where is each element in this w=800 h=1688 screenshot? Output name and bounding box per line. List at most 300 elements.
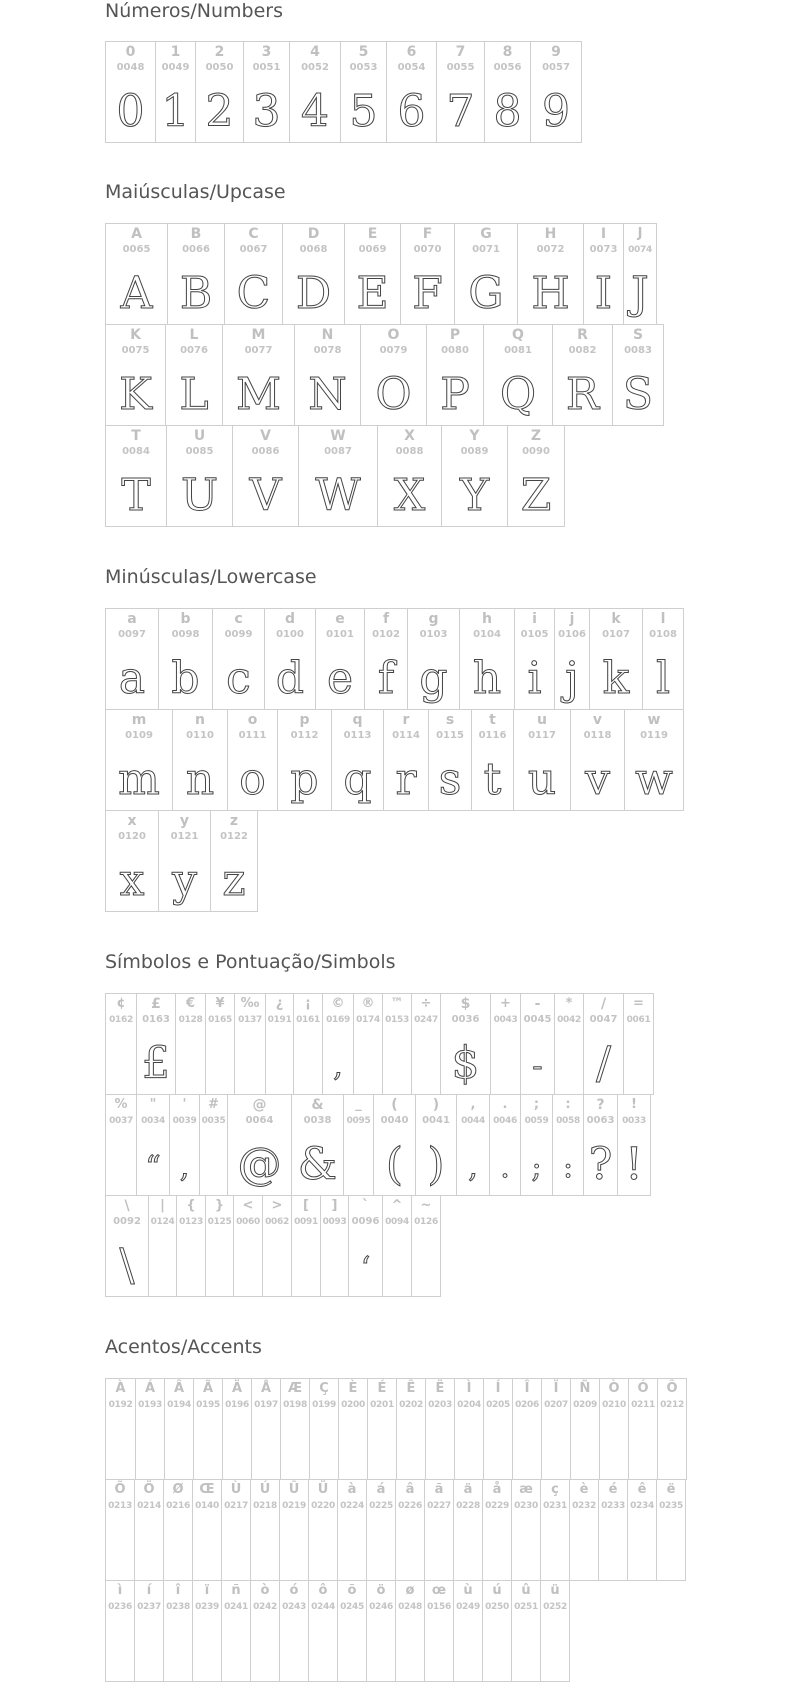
glyph-cell-0204 bbox=[454, 1378, 484, 1480]
glyph-cell-0244 bbox=[308, 1580, 338, 1682]
section-title-numbers: Números/Numbers bbox=[105, 0, 283, 22]
glyph-cell-0191 bbox=[265, 993, 294, 1095]
glyph-cell-0048 bbox=[105, 41, 156, 143]
glyph-code-label: 0038 bbox=[303, 1115, 332, 1126]
glyph-code-label: 0161 bbox=[296, 1015, 320, 1025]
glyph-cell-0099 bbox=[212, 608, 265, 710]
glyph-sample: j bbox=[565, 653, 579, 704]
glyph-code-label: 0040 bbox=[380, 1115, 409, 1126]
glyph-code-label: 0169 bbox=[326, 1015, 350, 1025]
glyph-char-label: ê bbox=[637, 1482, 647, 1497]
glyph-code-label: 0114 bbox=[392, 730, 420, 741]
glyph-cell-0193 bbox=[135, 1378, 165, 1480]
glyph-code-label: 0210 bbox=[602, 1400, 626, 1410]
glyph-cell-0128 bbox=[175, 993, 206, 1095]
glyph-cell-0245 bbox=[337, 1580, 367, 1682]
glyph-cell-0235 bbox=[656, 1479, 686, 1581]
glyph-cell-0169 bbox=[322, 993, 354, 1095]
glyph-cell-0060 bbox=[233, 1195, 263, 1297]
glyph-sample: 4 bbox=[301, 86, 329, 137]
glyph-code-label: 0224 bbox=[340, 1501, 364, 1511]
glyph-code-label: 0209 bbox=[573, 1400, 597, 1410]
glyph-sample: 1 bbox=[161, 86, 190, 137]
glyph-char-label: ( bbox=[391, 1097, 398, 1113]
glyph-code-label: 0235 bbox=[659, 1501, 683, 1511]
glyph-cell-0062 bbox=[262, 1195, 292, 1297]
glyph-sample: O bbox=[375, 369, 412, 420]
glyph-char-label: j bbox=[569, 611, 575, 627]
glyph-cell-0248 bbox=[395, 1580, 425, 1682]
glyph-char-label: í bbox=[146, 1583, 152, 1598]
glyph-char-label: C bbox=[248, 226, 259, 242]
glyph-char-label: â bbox=[405, 1482, 415, 1497]
glyph-char-label: Ç bbox=[319, 1381, 329, 1396]
glyph-cell-0076 bbox=[165, 324, 223, 426]
glyph-char-label: ì bbox=[117, 1583, 123, 1598]
glyph-char-label: F bbox=[422, 226, 433, 242]
glyph-cell-0061 bbox=[623, 993, 654, 1095]
glyph-cell-0156 bbox=[424, 1580, 454, 1682]
glyph-cell-0205 bbox=[483, 1378, 513, 1480]
glyph-cell-0090 bbox=[507, 425, 565, 527]
glyph-code-label: 0241 bbox=[224, 1602, 248, 1612]
glyph-code-label: 0097 bbox=[118, 629, 146, 640]
glyph-char-label: © bbox=[331, 996, 345, 1011]
glyph-char-label: ø bbox=[405, 1583, 415, 1598]
glyph-char-label: Ú bbox=[259, 1482, 271, 1497]
glyph-cell-0107 bbox=[589, 608, 643, 710]
glyph-sample: S bbox=[622, 369, 654, 420]
glyph-char-label: = bbox=[633, 996, 644, 1011]
glyph-sample: x bbox=[119, 855, 145, 906]
glyph-char-label: ï bbox=[204, 1583, 210, 1598]
glyph-sample: r bbox=[395, 754, 417, 805]
glyph-char-label: ¢ bbox=[116, 996, 126, 1011]
glyph-char-label: a bbox=[127, 611, 137, 627]
glyph-sample: p bbox=[290, 754, 319, 805]
glyph-sample: - bbox=[532, 1049, 543, 1084]
glyph-sample: ‘ bbox=[360, 1251, 371, 1286]
glyph-code-label: 0076 bbox=[180, 345, 208, 356]
glyph-char-label: } bbox=[214, 1198, 225, 1213]
glyph-cell-0210 bbox=[599, 1378, 629, 1480]
glyph-char-label: m bbox=[131, 712, 147, 728]
glyph-cell-0044 bbox=[456, 1094, 490, 1196]
glyph-code-label: 0054 bbox=[397, 62, 426, 73]
glyph-cell-0162 bbox=[105, 993, 137, 1095]
glyph-cell-0094 bbox=[382, 1195, 412, 1297]
glyph-code-label: 0064 bbox=[245, 1115, 274, 1126]
glyph-char-label: n bbox=[195, 712, 205, 728]
glyph-sample: w bbox=[635, 754, 673, 805]
glyph-code-label: 0066 bbox=[182, 244, 210, 255]
glyph-cell-0124 bbox=[148, 1195, 177, 1297]
glyph-char-label: O bbox=[387, 327, 400, 343]
glyph-code-label: 0062 bbox=[265, 1217, 289, 1227]
glyph-char-label: ™ bbox=[390, 996, 404, 1011]
glyph-char-label: ) bbox=[432, 1097, 440, 1113]
glyph-code-label: 0198 bbox=[283, 1400, 307, 1410]
glyph-char-label: z bbox=[229, 813, 239, 829]
glyph-cell-0095 bbox=[343, 1094, 374, 1196]
glyph-sample: 8 bbox=[493, 86, 522, 137]
glyph-code-label: 0073 bbox=[589, 244, 618, 255]
glyph-sample: q bbox=[343, 754, 372, 805]
glyph-char-label: M bbox=[251, 327, 266, 343]
glyph-cell-0080 bbox=[426, 324, 484, 426]
glyph-char-label: Í bbox=[495, 1381, 501, 1396]
glyph-char-label: x bbox=[127, 813, 137, 829]
glyph-cell-0072 bbox=[517, 223, 584, 325]
glyph-char-label: Û bbox=[288, 1482, 300, 1497]
glyph-char-label: Ø bbox=[172, 1482, 184, 1497]
glyph-code-label: 0124 bbox=[150, 1217, 175, 1227]
glyph-cell-0074 bbox=[623, 223, 657, 325]
glyph-cell-0086 bbox=[232, 425, 299, 527]
glyph-cell-0197 bbox=[251, 1378, 281, 1480]
glyph-char-label: P bbox=[449, 327, 461, 343]
glyph-cell-0115 bbox=[428, 709, 472, 811]
glyph-code-label: 0084 bbox=[122, 446, 150, 457]
glyph-char-label: " bbox=[149, 1097, 157, 1112]
glyph-cell-0033 bbox=[617, 1094, 651, 1196]
glyph-cell-0112 bbox=[277, 709, 332, 811]
glyph-code-label: 0122 bbox=[220, 831, 248, 842]
glyph-char-label: á bbox=[376, 1482, 386, 1497]
glyph-code-label: 0156 bbox=[427, 1602, 451, 1612]
glyph-code-label: 0063 bbox=[586, 1115, 615, 1126]
glyph-code-label: 0202 bbox=[399, 1400, 423, 1410]
glyph-char-label: Ü bbox=[317, 1482, 329, 1497]
glyph-cell-0040 bbox=[373, 1094, 416, 1196]
glyph-char-label: e bbox=[335, 611, 345, 627]
glyph-sample: s bbox=[438, 754, 462, 805]
glyph-code-label: 0117 bbox=[528, 730, 556, 741]
glyph-code-label: 0201 bbox=[370, 1400, 394, 1410]
glyph-sample: A bbox=[120, 268, 153, 319]
glyph-code-label: 0059 bbox=[524, 1116, 549, 1126]
section-title-upcase: Maiúsculas/Upcase bbox=[105, 181, 286, 203]
glyph-sample: m bbox=[118, 754, 160, 805]
glyph-cell-0046 bbox=[489, 1094, 521, 1196]
glyph-char-label: Ù bbox=[230, 1482, 242, 1497]
glyph-code-label: 0163 bbox=[142, 1014, 170, 1025]
glyph-cell-0220 bbox=[308, 1479, 338, 1581]
glyph-code-label: 0233 bbox=[601, 1501, 625, 1511]
glyph-char-label: Ã bbox=[202, 1381, 214, 1396]
glyph-code-label: 0095 bbox=[346, 1116, 371, 1126]
glyph-char-label: ù bbox=[463, 1583, 473, 1598]
glyph-code-label: 0137 bbox=[238, 1015, 262, 1025]
glyph-char-label: k bbox=[611, 611, 621, 627]
glyph-char-label: ¡ bbox=[305, 996, 311, 1011]
glyph-code-label: 0094 bbox=[385, 1217, 409, 1227]
glyph-char-label: ü bbox=[550, 1583, 560, 1598]
glyph-cell-0053 bbox=[340, 41, 387, 143]
glyph-sample: W bbox=[315, 470, 361, 521]
glyph-char-label: I bbox=[600, 226, 607, 242]
glyph-sample: B bbox=[179, 268, 213, 319]
glyph-code-label: 0227 bbox=[427, 1501, 451, 1511]
glyph-char-label: J bbox=[637, 226, 643, 241]
glyph-char-label: R bbox=[577, 327, 588, 343]
glyph-code-label: 0102 bbox=[372, 629, 400, 640]
glyph-sample: G bbox=[468, 268, 504, 319]
glyph-cell-0073 bbox=[583, 223, 624, 325]
glyph-cell-0243 bbox=[279, 1580, 309, 1682]
glyph-code-label: 0234 bbox=[630, 1501, 654, 1511]
glyph-char-label: K bbox=[130, 327, 141, 343]
glyph-code-label: 0199 bbox=[312, 1400, 336, 1410]
glyph-cell-0043 bbox=[490, 993, 521, 1095]
glyph-char-label: \ bbox=[124, 1198, 130, 1214]
glyph-char-label: ] bbox=[331, 1198, 338, 1213]
glyph-sample: N bbox=[308, 369, 347, 420]
glyph-sample: z bbox=[222, 855, 246, 906]
glyph-sample: 0 bbox=[116, 86, 145, 137]
glyph-cell-0116 bbox=[471, 709, 514, 811]
glyph-char-label: h bbox=[482, 611, 492, 627]
glyph-cell-0109 bbox=[105, 709, 173, 811]
glyph-char-label: v bbox=[592, 712, 603, 728]
glyph-char-label: > bbox=[271, 1198, 283, 1213]
glyph-cell-0084 bbox=[105, 425, 167, 527]
glyph-cell-0117 bbox=[513, 709, 571, 811]
glyph-char-label: s bbox=[445, 712, 455, 728]
glyph-code-label: 0214 bbox=[137, 1501, 161, 1511]
glyph-char-label: Á bbox=[144, 1381, 156, 1396]
glyph-code-label: 0074 bbox=[628, 245, 652, 255]
section-title-accents: Acentos/Accents bbox=[105, 1336, 262, 1358]
glyph-code-label: 0079 bbox=[379, 345, 408, 356]
glyph-code-label: 0140 bbox=[195, 1501, 219, 1511]
glyph-code-label: 0092 bbox=[113, 1216, 141, 1227]
glyph-cell-0163 bbox=[136, 993, 176, 1095]
glyph-cell-0051 bbox=[243, 41, 290, 143]
glyph-char-label: ! bbox=[631, 1097, 637, 1112]
glyph-sample: 6 bbox=[397, 86, 426, 137]
glyph-code-label: 0105 bbox=[520, 629, 549, 640]
glyph-char-label: ñ bbox=[231, 1583, 241, 1598]
glyph-char-label: H bbox=[544, 226, 557, 242]
glyph-cell-0085 bbox=[166, 425, 233, 527]
glyph-sample: 2 bbox=[205, 86, 234, 137]
glyph-code-label: 0051 bbox=[252, 62, 281, 73]
glyph-sample: T bbox=[121, 470, 151, 521]
glyph-char-label: b bbox=[180, 611, 191, 627]
glyph-code-label: 0081 bbox=[504, 345, 532, 356]
glyph-sample: f bbox=[377, 653, 395, 704]
glyph-char-label: 7 bbox=[455, 44, 466, 60]
glyph-cell-0091 bbox=[291, 1195, 321, 1297]
glyph-cell-0246 bbox=[366, 1580, 396, 1682]
glyph-char-label: $ bbox=[460, 996, 471, 1012]
glyph-cell-0106 bbox=[554, 608, 590, 710]
glyph-char-label: 9 bbox=[551, 44, 561, 60]
glyph-code-label: 0125 bbox=[207, 1217, 232, 1227]
glyph-cell-0165 bbox=[205, 993, 235, 1095]
glyph-cell-0213 bbox=[105, 1479, 135, 1581]
glyph-char-label: l bbox=[660, 611, 666, 627]
glyph-sample: ! bbox=[625, 1139, 643, 1190]
glyph-cell-0098 bbox=[158, 608, 213, 710]
glyph-char-label: À bbox=[115, 1381, 126, 1396]
glyph-cell-0196 bbox=[222, 1378, 252, 1480]
glyph-cell-0050 bbox=[195, 41, 244, 143]
glyph-sample: L bbox=[179, 369, 209, 420]
glyph-cell-0214 bbox=[134, 1479, 164, 1581]
glyph-char-label: ÷ bbox=[420, 996, 432, 1011]
glyph-code-label: 0033 bbox=[622, 1116, 646, 1126]
glyph-cell-0238 bbox=[163, 1580, 193, 1682]
glyph-cell-0049 bbox=[155, 41, 196, 143]
glyph-cell-0054 bbox=[386, 41, 437, 143]
glyph-code-label: 0109 bbox=[125, 730, 153, 741]
glyph-cell-0192 bbox=[105, 1378, 136, 1480]
glyph-char-label: Â bbox=[173, 1381, 185, 1396]
glyph-char-label: Ô bbox=[666, 1381, 678, 1396]
glyph-code-label: 0218 bbox=[253, 1501, 277, 1511]
glyph-char-label: ã bbox=[434, 1482, 444, 1497]
glyph-cell-0201 bbox=[367, 1378, 397, 1480]
glyph-code-label: 0061 bbox=[626, 1015, 651, 1025]
glyph-cell-0230 bbox=[511, 1479, 541, 1581]
glyph-sample: l bbox=[655, 653, 671, 704]
glyph-cell-0242 bbox=[250, 1580, 280, 1682]
glyph-code-label: 0047 bbox=[589, 1014, 618, 1025]
glyph-code-label: 0083 bbox=[624, 345, 652, 356]
section-title-symbols: Símbolos e Pontuação/Simbols bbox=[105, 951, 396, 973]
glyph-cell-0087 bbox=[298, 425, 378, 527]
glyph-char-label: t bbox=[489, 712, 496, 728]
glyph-char-label: < bbox=[242, 1198, 254, 1213]
glyph-code-label: 0053 bbox=[349, 62, 378, 73]
glyph-cell-0237 bbox=[134, 1580, 164, 1682]
glyph-sample: ; bbox=[531, 1150, 542, 1185]
glyph-cell-0105 bbox=[514, 608, 555, 710]
glyph-code-label: 0034 bbox=[141, 1116, 165, 1126]
glyph-cell-0071 bbox=[454, 223, 518, 325]
glyph-sample: v bbox=[585, 754, 610, 805]
glyph-sample: . bbox=[500, 1150, 510, 1185]
glyph-sample: u bbox=[527, 754, 557, 805]
glyph-code-label: 0093 bbox=[322, 1217, 347, 1227]
glyph-cell-0233 bbox=[598, 1479, 628, 1581]
glyph-char-label: w bbox=[647, 712, 661, 728]
glyph-sample: Z bbox=[520, 470, 552, 521]
glyph-code-label: 0049 bbox=[161, 62, 190, 73]
glyph-code-label: 0237 bbox=[137, 1602, 161, 1612]
glyph-char-label: 3 bbox=[261, 44, 272, 60]
glyph-code-label: 0068 bbox=[299, 244, 328, 255]
glyph-code-label: 0204 bbox=[457, 1400, 481, 1410]
glyph-code-label: 0108 bbox=[649, 629, 677, 640]
glyph-char-label: ? bbox=[596, 1097, 605, 1113]
glyph-code-label: 0078 bbox=[313, 345, 342, 356]
glyph-char-label: 4 bbox=[310, 44, 320, 60]
glyph-cell-0100 bbox=[264, 608, 316, 710]
glyph-sample: C bbox=[236, 268, 271, 319]
glyph-char-label: r bbox=[402, 712, 410, 728]
glyph-code-label: 0249 bbox=[456, 1602, 480, 1612]
glyph-char-label: | bbox=[160, 1198, 165, 1213]
glyph-sample: n bbox=[185, 754, 215, 805]
glyph-cell-0092 bbox=[105, 1195, 149, 1297]
glyph-sample: P bbox=[440, 369, 470, 420]
glyph-cell-0249 bbox=[453, 1580, 483, 1682]
glyph-cell-0174 bbox=[353, 993, 383, 1095]
glyph-char-label: Ö bbox=[143, 1482, 155, 1497]
glyph-char-label: * bbox=[565, 996, 573, 1011]
glyph-sample: ( bbox=[385, 1139, 404, 1190]
glyph-cell-0067 bbox=[224, 223, 283, 325]
glyph-cell-0121 bbox=[158, 810, 211, 912]
glyph-cell-0038 bbox=[291, 1094, 344, 1196]
glyph-char-label: î bbox=[175, 1583, 181, 1598]
glyph-cell-0070 bbox=[400, 223, 455, 325]
glyph-code-label: 0153 bbox=[385, 1015, 409, 1025]
glyph-sample: “ bbox=[145, 1150, 161, 1185]
glyph-sample: d bbox=[275, 653, 305, 704]
glyph-code-label: 0075 bbox=[121, 345, 150, 356]
glyph-sample: R bbox=[565, 369, 600, 420]
glyph-cell-0236 bbox=[105, 1580, 135, 1682]
glyph-cell-0199 bbox=[309, 1378, 339, 1480]
glyph-char-label: è bbox=[579, 1482, 589, 1497]
glyph-cell-0207 bbox=[541, 1378, 571, 1480]
glyph-char-label: õ bbox=[347, 1583, 357, 1598]
glyph-cell-0250 bbox=[482, 1580, 512, 1682]
glyph-code-label: 0174 bbox=[356, 1015, 380, 1025]
glyph-char-label: ö bbox=[376, 1583, 386, 1598]
glyph-cell-0252 bbox=[540, 1580, 570, 1682]
glyph-code-label: 0099 bbox=[224, 629, 253, 640]
glyph-cell-0089 bbox=[441, 425, 508, 527]
glyph-char-label: é bbox=[608, 1482, 618, 1497]
glyph-code-label: 0220 bbox=[311, 1501, 335, 1511]
glyph-sample: K bbox=[119, 369, 152, 420]
glyph-sample: £ bbox=[142, 1038, 170, 1089]
glyph-code-label: 0080 bbox=[441, 345, 469, 356]
glyph-cell-0228 bbox=[453, 1479, 483, 1581]
glyph-cell-0068 bbox=[282, 223, 345, 325]
glyph-code-label: 0194 bbox=[167, 1400, 191, 1410]
glyph-code-label: 0101 bbox=[326, 629, 354, 640]
glyph-cell-0081 bbox=[483, 324, 553, 426]
glyph-code-label: 0252 bbox=[543, 1602, 567, 1612]
glyph-code-label: 0110 bbox=[186, 730, 214, 741]
glyph-cell-0211 bbox=[628, 1378, 658, 1480]
glyph-char-label: Ê bbox=[406, 1381, 416, 1396]
section-title-lowercase: Minúsculas/Lowercase bbox=[105, 566, 317, 588]
glyph-char-label: [ bbox=[303, 1198, 309, 1213]
glyph-code-label: 0236 bbox=[108, 1602, 132, 1612]
glyph-code-label: 0228 bbox=[456, 1501, 480, 1511]
glyph-code-label: 0212 bbox=[660, 1400, 684, 1410]
glyph-cell-0082 bbox=[552, 324, 613, 426]
glyph-code-label: 0119 bbox=[640, 730, 668, 741]
glyph-code-label: 0106 bbox=[558, 629, 586, 640]
glyph-char-label: Ñ bbox=[579, 1381, 591, 1396]
glyph-char-label: æ bbox=[519, 1482, 533, 1497]
glyph-code-label: 0085 bbox=[185, 446, 214, 457]
glyph-cell-0097 bbox=[105, 608, 159, 710]
glyph-sample: 7 bbox=[446, 86, 475, 137]
glyph-char-label: i bbox=[532, 611, 537, 627]
glyph-char-label: . bbox=[502, 1097, 508, 1112]
glyph-code-label: 0048 bbox=[116, 62, 145, 73]
glyph-char-label: Î bbox=[524, 1381, 530, 1396]
